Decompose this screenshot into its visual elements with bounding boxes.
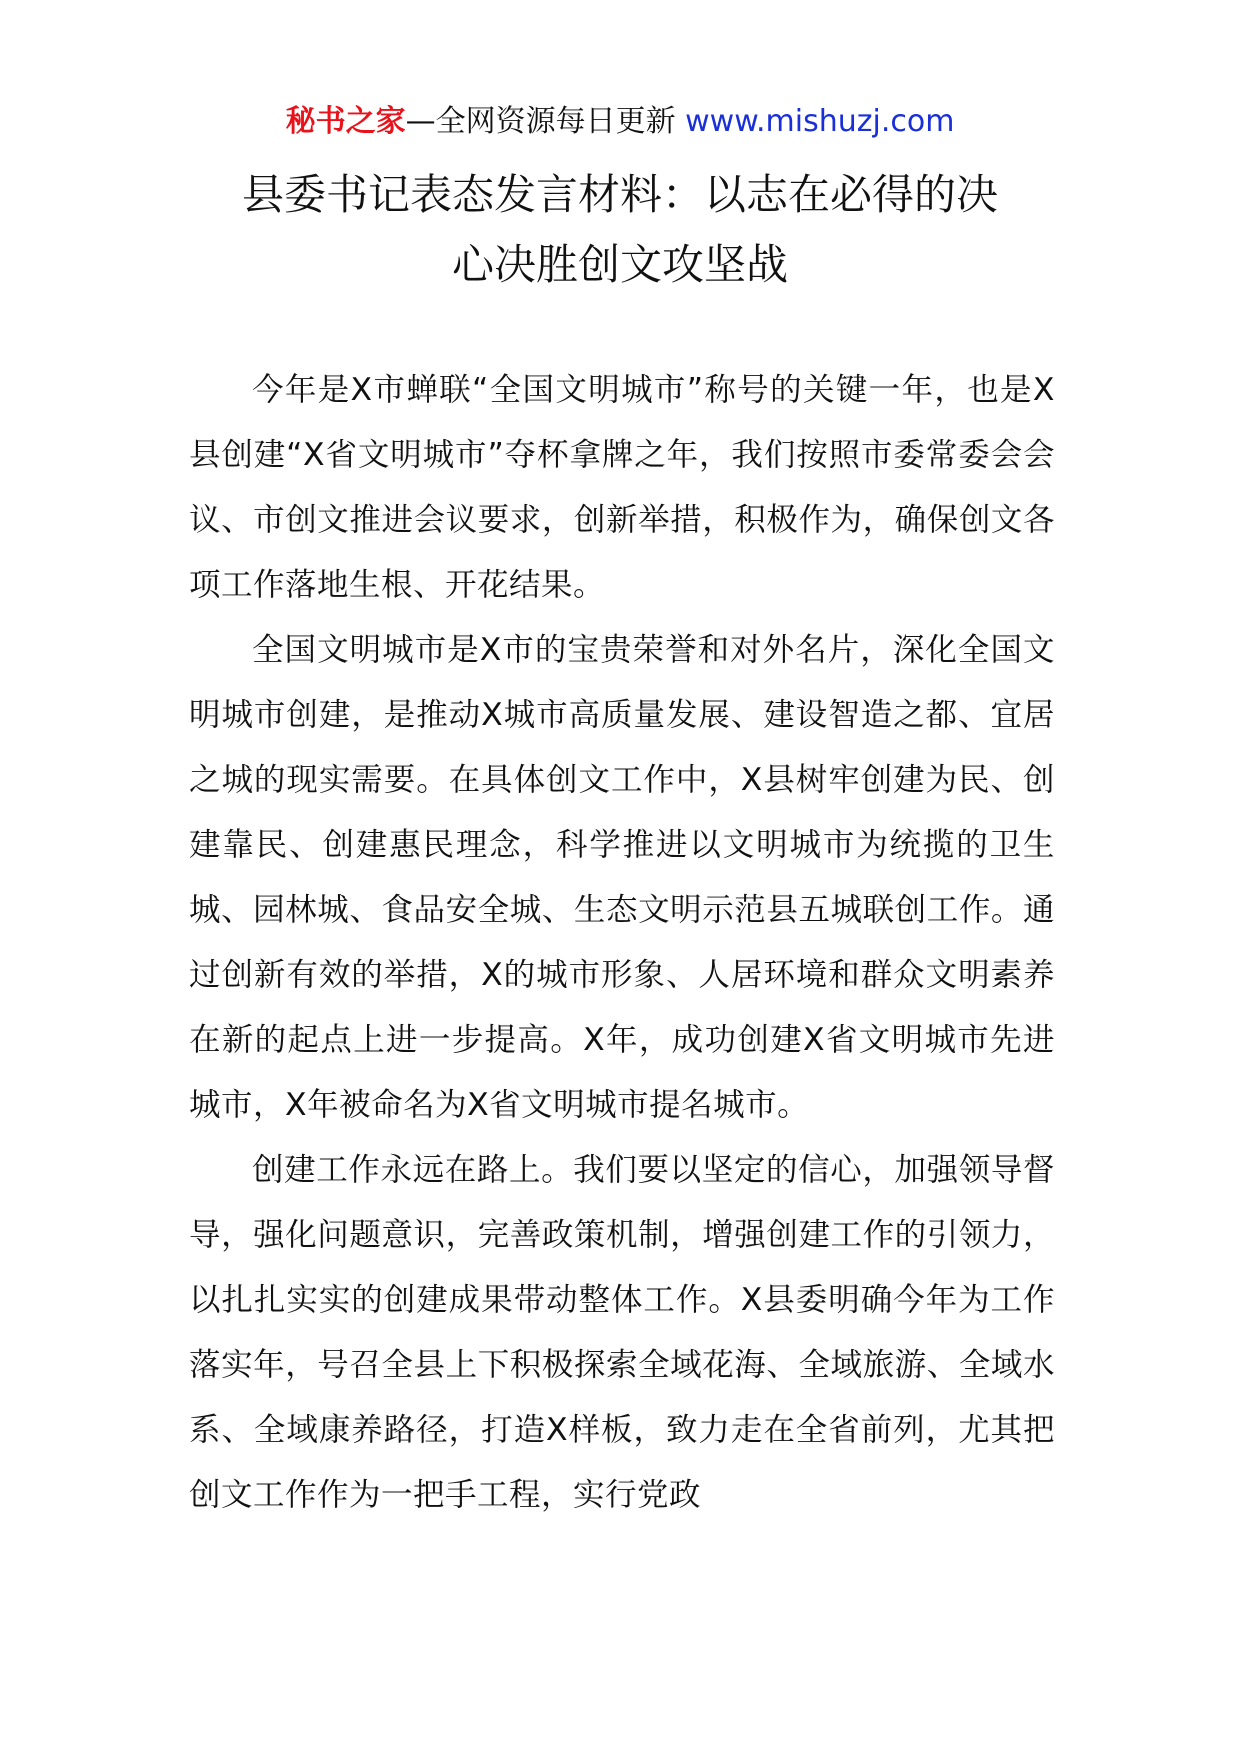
site-header [0, 100, 1240, 144]
paragraph-3: 创建工作永远在路上。我们要以坚定的信心，加强领导督导，强化问题意识，完善政策机制，增强创建工作的引领力，以扎扎实实的创建成果带动整体工作。X县委明确今年为工作落实年，号召全县上下积极探索全域花海、全域旅游、全域水系、全域康养路径，打造X样板，致力走在全省前列，尤其把创文工作作为一把手工程，实行党政 [189, 1152, 1055, 1513]
paragraph-2: 全国文明城市是X市的宝贵荣誉和对外名片，深化全国文明城市创建，是推动X城市高质量发展、建设智造之都、宜居之城的现实需要。在具体创文工作中，X县树牢创建为民、创建靠民、创建惠民理念，科学推进以文明城市为统揽的卫生城、园林城、食品安全城、生态文明示范县五城联创工作。通过创新有效的举措，X的城市形象、人居环境和群众文明素养在新的起点上进一步提高。X年，成功创建X省文明城市先进城市，X年被命名为X省文明城市提名城市。 [189, 632, 1055, 1123]
document-title-line-1: 县委书记表态发言材料：以志在必得的决 [241, 170, 998, 219]
document-title-line-2: 心决胜创文攻坚战 [451, 240, 788, 289]
site-brand: 秘书之家 [285, 104, 406, 139]
site-url-link[interactable]: www.mishuzj.com [685, 104, 955, 139]
document-title [160, 160, 1080, 300]
document-body [189, 358, 1055, 1528]
site-tagline: —全网资源每日更新 [405, 104, 676, 139]
paragraph-1: 今年是X市蝉联“全国文明城市”称号的关键一年，也是X县创建“X省文明城市”夺杯拿牌之年，我们按照市委常委会会议、市创文推进会议要求，创新举措，积极作为，确保创文各项工作落地生根、开花结果。 [189, 372, 1055, 603]
